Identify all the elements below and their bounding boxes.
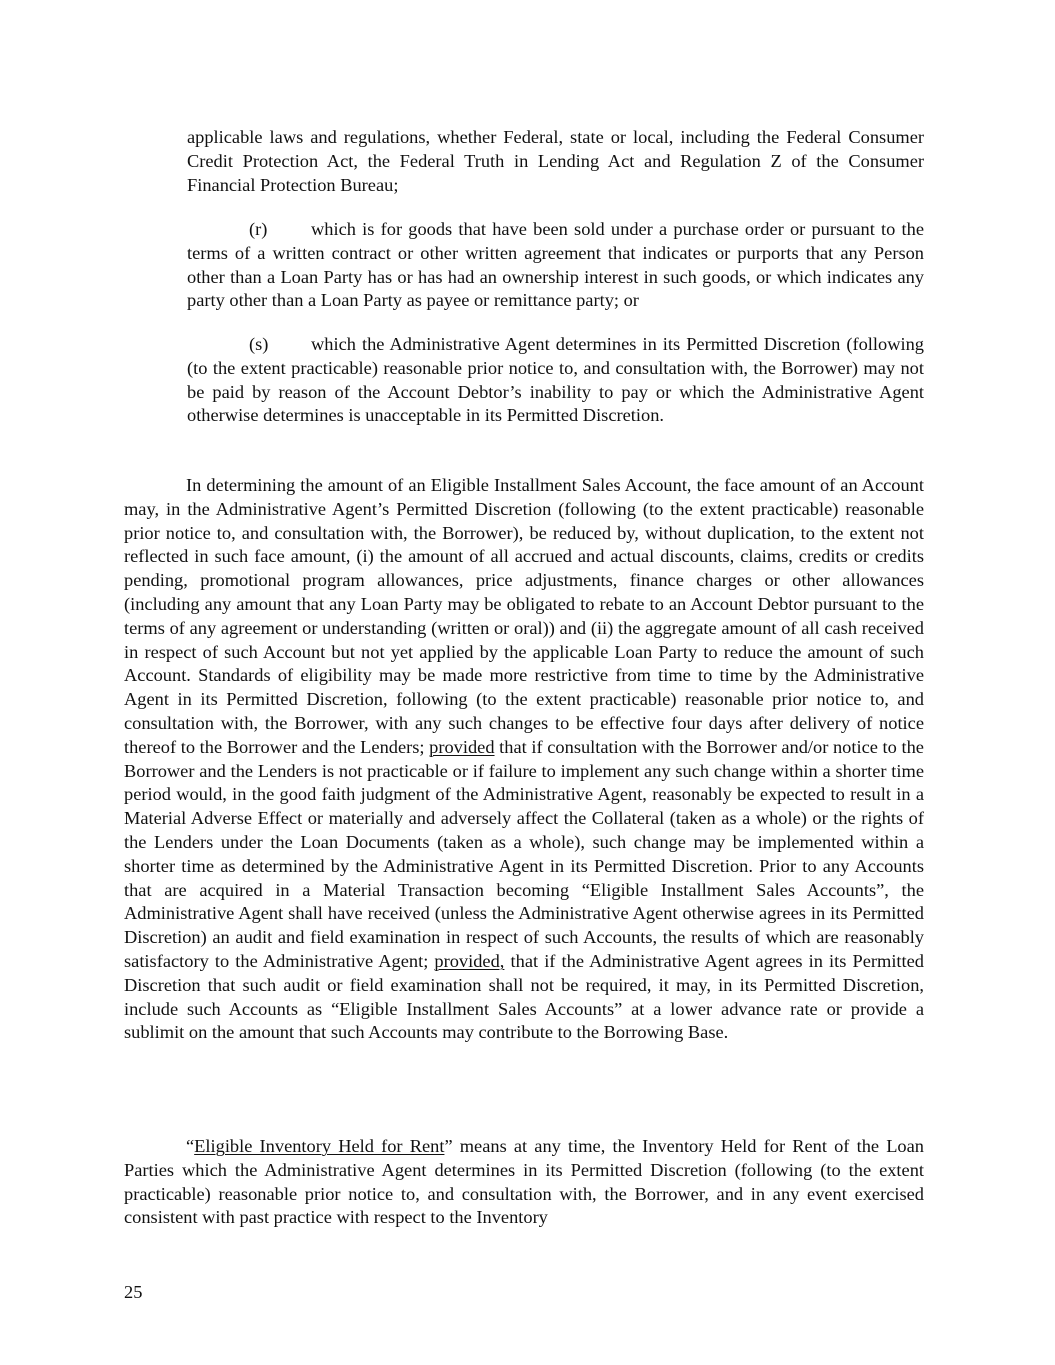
clause-r-marker: (r) (249, 219, 268, 239)
defined-term-eligible-inventory: Eligible Inventory Held for Rent (194, 1136, 445, 1156)
determining-amount-part3: that if the Administrative Agent agrees in its Permitted Discretion that such audit or field examination shall not be required, it may, in its Permitted Discretion, include such Accounts as “Eligible Installment Sales Accounts” at a lower advance rate or provide a sublimit on the amount that such Accounts may contribute to the Borrowing Base. (124, 950, 925, 1043)
inventory-open-quote: “ (186, 1136, 195, 1156)
consumer-laws-text: applicable laws and regulations, whether Federal, state or local, including the Federal Consumer Credit Protection Act, the Federal Truth in Lending Act and Regulation Z of the Consumer Financial Protection Bureau; (187, 127, 924, 195)
inventory-definition-paragraph (124, 1135, 924, 1230)
clause-s-marker: (s) (249, 334, 269, 354)
determining-amount-part1: In determining the amount of an Eligible Installment Sales Account, the face amount of an Account may, in the Administrative Agent’s Permitted Discretion (following (to the extent practicable) reasonable prior notice to, and consultation with, the Borrower), be reduced by, without duplication, to the extent not reflected in such face amount, (i) the amount of all accrued and actual discounts, claims, credits or credits pending, promotional program allowances, price adjustments, finance charges or other allowances (including any amount that any Loan Party may be obligated to rebate to an Account Debtor pursuant to the terms of any agreement or understanding (written or oral)) and (ii) the aggregate amount of all cash received in respect of such Account but not yet applied by the applicable Loan Party to reduce the amount of such Account. Standards of eligibility may be made more restrictive from time to time by the Administrative Agent in its Permitted Discretion, following (to the extent practicable) reasonable prior notice to, and consultation with, the Borrower, with any such changes to be effective four days after delivery of notice thereof to the Borrower and the Lenders; (124, 475, 924, 757)
clause-r-paragraph (187, 218, 924, 313)
determining-amount-part2: that if consultation with the Borrower and/or notice to the Borrower and the Lenders is not practicable or if failure to implement any such change within a shorter time period would, in the good faith judgment of the Administrative Agent, reasonably be expected to result in a Material Adverse Effect or materially and adversely affect the Collateral (taken as a whole) or the rights of the Lenders under the Loan Documents (taken as a whole), such change may be implemented within a shorter time as determined by the Administrative Agent in its Permitted Discretion. Prior to any Accounts that are acquired in a Material Transaction becoming “Eligible Installment Sales Accounts”, the Administrative Agent shall have received (unless the Administrative Agent otherwise agrees in its Permitted Discretion) an audit and field examination in respect of such Accounts, the results of which are reasonably satisfactory to the Administrative Agent; (124, 736, 924, 971)
provided-term-1: provided (429, 736, 495, 757)
clause-r-text: which is for goods that have been sold under a purchase order or pursuant to the terms of a written contract or other written agreement that indicates or purports that any Person other than a Loan Party has or has had an ownership interest in such goods, or which indicates any party other than a Loan Party as payee or remittance party; or (187, 219, 924, 311)
determining-amount-paragraph (124, 474, 924, 1045)
clause-s-paragraph (187, 333, 924, 428)
page-number: 25 (124, 1282, 143, 1302)
consumer-laws-paragraph (187, 126, 924, 197)
provided-term-2: provided, (434, 950, 505, 971)
inventory-definition-text: ” means at any time, the Inventory Held for Rent of the Loan Parties which the Administrative Agent determines in its Permitted Discretion (following (to the extent practicable) reasonable prior notice to, and consultation with, the Borrower, and in any event exercised consistent with past practice with respect to the Inventory (124, 1136, 924, 1228)
clause-s-text: which the Administrative Agent determines in its Permitted Discretion (following (to the extent practicable) reasonable prior notice to, and consultation with, the Borrower) may not be paid by reason of the Account Debtor’s inability to pay or which the Administrative Agent otherwise determines is unacceptable in its Permitted Discretion. (187, 334, 924, 426)
